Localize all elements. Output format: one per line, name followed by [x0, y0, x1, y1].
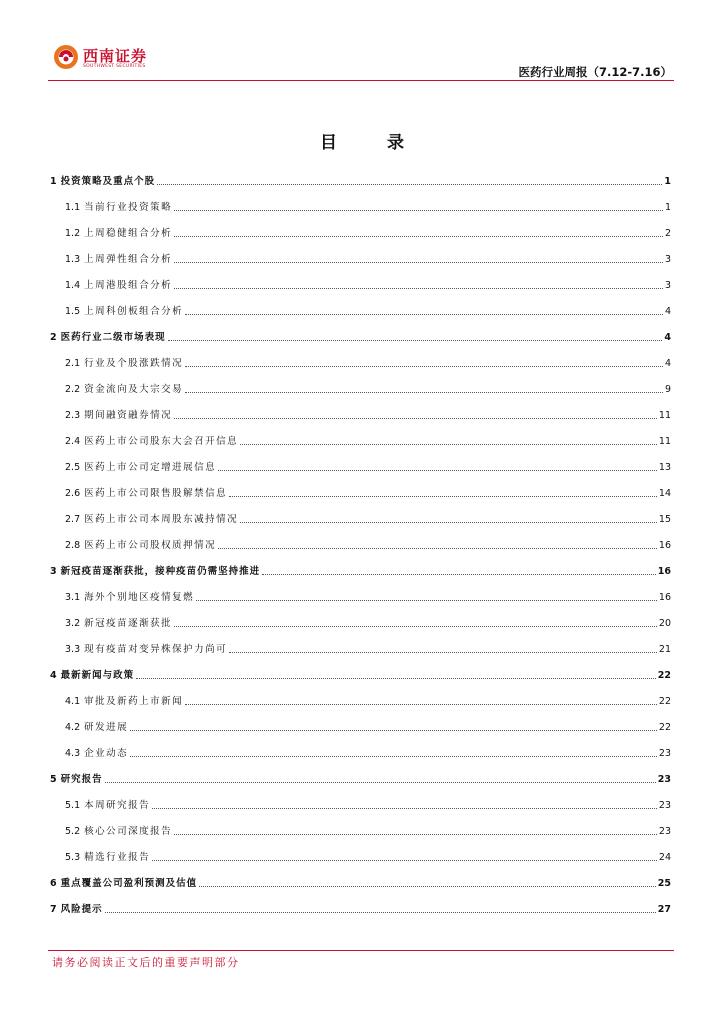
toc-entry-title: 新冠疫苗逐渐获批，接种疫苗仍需坚持推进 [60, 566, 261, 577]
company-logo [53, 42, 163, 74]
toc-entry-title: 医药上市公司股权质押情况 [84, 540, 217, 551]
toc-dot-leader [240, 443, 657, 445]
toc-entry-title: 上周稳健组合分析 [84, 228, 173, 239]
toc-page-number: 23 [658, 826, 671, 837]
toc-entry-number: 1 [50, 176, 57, 187]
toc-dot-leader [185, 365, 663, 367]
toc-entry-number: 1.2 [65, 228, 81, 239]
toc-subsection-entry[interactable] [65, 406, 671, 422]
toc-dot-leader [105, 911, 656, 913]
toc-entry-title: 当前行业投资策略 [84, 202, 173, 213]
toc-dot-leader [174, 235, 663, 237]
toc-entry-number: 5.1 [65, 800, 81, 811]
toc-section-entry[interactable] [50, 874, 671, 890]
toc-page-number: 22 [658, 696, 671, 707]
toc-dot-leader [136, 677, 656, 679]
toc-entry-title: 审批及新药上市新闻 [84, 696, 184, 707]
toc-subsection-entry[interactable] [65, 198, 671, 214]
toc-page-number: 27 [657, 904, 671, 915]
toc-entry-title: 风险提示 [60, 904, 103, 915]
toc-dot-leader [185, 313, 663, 315]
toc-subsection-entry[interactable] [65, 276, 671, 292]
toc-subsection-entry[interactable] [65, 640, 671, 656]
toc-entry-title: 资金流向及大宗交易 [84, 384, 184, 395]
toc-page-number: 4 [664, 306, 671, 317]
toc-page-number: 3 [664, 280, 671, 291]
toc-page-number: 2 [664, 228, 671, 239]
toc-entry-title: 医药上市公司本周股东减持情况 [84, 514, 239, 525]
toc-page-number: 21 [658, 644, 671, 655]
toc-page-number: 20 [658, 618, 671, 629]
toc-dot-leader [229, 651, 657, 653]
toc-page-number: 16 [657, 566, 671, 577]
toc-subsection-entry[interactable] [65, 458, 671, 474]
toc-entry-number: 5.2 [65, 826, 81, 837]
toc-entry-title: 海外个别地区疫情复燃 [84, 592, 195, 603]
toc-dot-leader [152, 807, 657, 809]
toc-subsection-entry[interactable] [65, 822, 671, 838]
toc-entry-title: 核心公司深度报告 [84, 826, 173, 837]
toc-dot-leader [157, 183, 662, 185]
toc-page-number: 15 [658, 514, 671, 525]
footer-disclaimer: 请务必阅读正文后的重要声明部分 [52, 956, 240, 969]
toc-dot-leader [196, 599, 657, 601]
toc-entry-number: 4 [50, 670, 57, 681]
toc-dot-leader [229, 495, 657, 497]
report-title: 医药行业周报（7.12-7.16） [518, 65, 672, 79]
toc-dot-leader [240, 521, 657, 523]
toc-entry-number: 2.7 [65, 514, 81, 525]
footer-divider [48, 950, 674, 951]
toc-subsection-entry[interactable] [65, 432, 671, 448]
toc-page-number: 23 [658, 748, 671, 759]
toc-dot-leader [262, 573, 656, 575]
toc-entry-title: 医药上市公司股东大会召开信息 [84, 436, 239, 447]
toc-entry-number: 2.1 [65, 358, 81, 369]
toc-subsection-entry[interactable] [65, 536, 671, 552]
toc-subsection-entry[interactable] [65, 250, 671, 266]
toc-dot-leader [174, 417, 657, 419]
toc-page-number: 22 [658, 722, 671, 733]
toc-entry-title: 研发进展 [84, 722, 129, 733]
toc-section-entry[interactable] [50, 328, 671, 344]
toc-entry-number: 1.3 [65, 254, 81, 265]
toc-page-number: 1 [664, 176, 671, 187]
toc-entry-number: 4.2 [65, 722, 81, 733]
toc-page-number: 23 [657, 774, 671, 785]
toc-entry-number: 3 [50, 566, 57, 577]
toc-page-number: 4 [664, 332, 671, 343]
toc-entry-number: 2.2 [65, 384, 81, 395]
toc-section-entry[interactable] [50, 900, 671, 916]
toc-entry-title: 上周弹性组合分析 [84, 254, 173, 265]
toc-page-number: 23 [658, 800, 671, 811]
toc-page-number: 13 [658, 462, 671, 473]
toc-dot-leader [185, 703, 657, 705]
toc-entry-number: 3.2 [65, 618, 81, 629]
toc-entry-title: 期间融资融券情况 [84, 410, 173, 421]
toc-dot-leader [130, 729, 657, 731]
toc-subsection-entry[interactable] [65, 224, 671, 240]
header-divider [48, 80, 674, 81]
toc-entry-title: 上周科创板组合分析 [84, 306, 184, 317]
logo-mark-icon [53, 44, 79, 70]
toc-entry-number: 1.1 [65, 202, 81, 213]
page-header [0, 0, 724, 80]
toc-page-number: 1 [664, 202, 671, 213]
toc-subsection-entry[interactable] [65, 848, 671, 864]
toc-page-number: 16 [658, 540, 671, 551]
toc-entry-number: 5.3 [65, 852, 81, 863]
toc-dot-leader [105, 781, 656, 783]
logo-chinese-name: 西南证券 [83, 47, 148, 65]
toc-dot-leader [218, 547, 657, 549]
toc-section-entry[interactable] [50, 562, 671, 578]
toc-entry-number: 2 [50, 332, 57, 343]
toc-entry-title: 新冠疫苗逐渐获批 [84, 618, 173, 629]
toc-subsection-entry[interactable] [65, 484, 671, 500]
toc-entry-title: 现有疫苗对变异株保护力尚可 [84, 644, 228, 655]
toc-subsection-entry[interactable] [65, 588, 671, 604]
toc-entry-number: 2.8 [65, 540, 81, 551]
toc-heading: 目 录 [320, 133, 426, 153]
toc-entry-title: 研究报告 [60, 774, 103, 785]
toc-entry-title: 上周港股组合分析 [84, 280, 173, 291]
toc-dot-leader [218, 469, 657, 471]
toc-entry-title: 精选行业报告 [84, 852, 151, 863]
toc-entry-number: 2.3 [65, 410, 81, 421]
toc-section-entry[interactable] [50, 172, 671, 188]
toc-entry-title: 最新新闻与政策 [60, 670, 135, 681]
toc-entry-title: 医药行业二级市场表现 [60, 332, 166, 343]
toc-page-number: 16 [658, 592, 671, 603]
toc-subsection-entry[interactable] [65, 744, 671, 760]
toc-entry-number: 3.3 [65, 644, 81, 655]
toc-entry-title: 重点覆盖公司盈利预测及估值 [60, 878, 198, 889]
toc-entry-number: 2.4 [65, 436, 81, 447]
logo-english-name: SOUTHWEST SECURITIES [83, 64, 146, 69]
toc-page-number: 25 [657, 878, 671, 889]
toc-dot-leader [174, 625, 657, 627]
toc-entry-title: 医药上市公司定增进展信息 [84, 462, 217, 473]
toc-entry-number: 1.4 [65, 280, 81, 291]
toc-section-entry[interactable] [50, 666, 671, 682]
toc-page-number: 11 [658, 410, 671, 421]
toc-dot-leader [174, 833, 657, 835]
toc-entry-number: 4.3 [65, 748, 81, 759]
toc-page-number: 3 [664, 254, 671, 265]
toc-subsection-entry[interactable] [65, 302, 671, 318]
toc-page-number: 24 [658, 852, 671, 863]
toc-section-entry[interactable] [50, 770, 671, 786]
toc-entry-title: 投资策略及重点个股 [60, 176, 156, 187]
toc-entry-number: 6 [50, 878, 57, 889]
toc-page-number: 4 [664, 358, 671, 369]
toc-subsection-entry[interactable] [65, 380, 671, 396]
toc-entry-title: 企业动态 [84, 748, 129, 759]
toc-dot-leader [199, 885, 656, 887]
toc-entry-number: 4.1 [65, 696, 81, 707]
toc-dot-leader [152, 859, 657, 861]
toc-subsection-entry[interactable] [65, 354, 671, 370]
toc-dot-leader [174, 261, 663, 263]
toc-dot-leader [174, 209, 663, 211]
toc-subsection-entry[interactable] [65, 718, 671, 734]
toc-entry-number: 7 [50, 904, 57, 915]
toc-entry-number: 2.6 [65, 488, 81, 499]
toc-page-number: 9 [664, 384, 671, 395]
toc-entry-number: 2.5 [65, 462, 81, 473]
toc-entry-title: 行业及个股涨跌情况 [84, 358, 184, 369]
toc-page-number: 11 [658, 436, 671, 447]
toc-entry-number: 5 [50, 774, 57, 785]
toc-subsection-entry[interactable] [65, 796, 671, 812]
toc-subsection-entry[interactable] [65, 510, 671, 526]
toc-dot-leader [174, 287, 663, 289]
toc-dot-leader [130, 755, 657, 757]
toc-subsection-entry[interactable] [65, 692, 671, 708]
toc-entry-title: 本周研究报告 [84, 800, 151, 811]
toc-page-number: 14 [658, 488, 671, 499]
toc-dot-leader [168, 339, 663, 341]
toc-entry-number: 1.5 [65, 306, 81, 317]
toc-entry-title: 医药上市公司限售股解禁信息 [84, 488, 228, 499]
toc-page-number: 22 [657, 670, 671, 681]
toc-subsection-entry[interactable] [65, 614, 671, 630]
toc-entry-number: 3.1 [65, 592, 81, 603]
toc-dot-leader [185, 391, 663, 393]
